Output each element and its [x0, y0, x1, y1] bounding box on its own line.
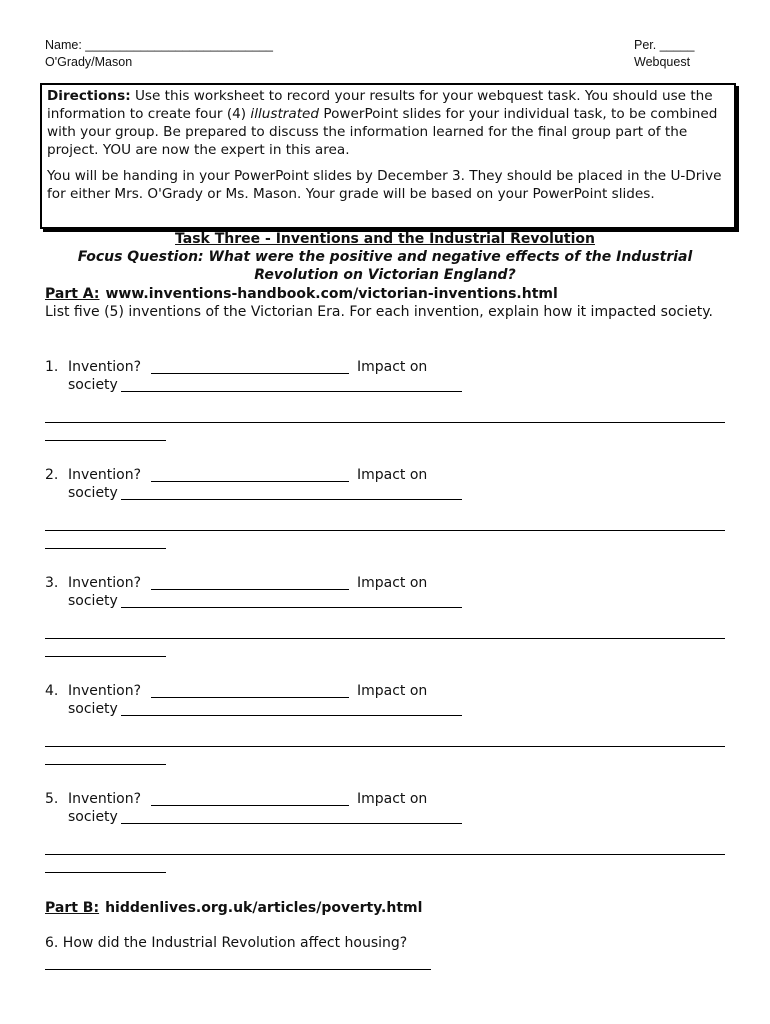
society-answer-line[interactable] — [121, 391, 462, 392]
answer-line[interactable] — [45, 746, 725, 747]
society-label: society — [68, 809, 118, 825]
impact-label: Impact on — [357, 791, 428, 807]
answer-line-continued[interactable] — [45, 656, 166, 657]
society-answer-line[interactable] — [121, 823, 462, 824]
society-label: society — [68, 485, 118, 501]
part-b-url: hiddenlives.org.uk/articles/poverty.html — [105, 900, 423, 916]
question-item — [45, 574, 725, 610]
task-title: Task Three - Inventions and the Industrial Revolution — [175, 231, 595, 247]
question-number: 2. — [45, 467, 59, 483]
answer-line-continued[interactable] — [45, 548, 166, 549]
part-a-heading — [45, 285, 558, 303]
invention-label: Invention? — [68, 683, 142, 699]
part-b-heading — [45, 899, 422, 917]
invention-label: Invention? — [68, 359, 142, 375]
part-b-label: Part B: — [45, 900, 100, 916]
directions-paragraph-2: You will be handing in your PowerPoint slides by December 3. They should be placed in the U-Drive for either Mrs. O'Grady or Ms. Mason. Your grade will be based on your PowerPoint slides. — [47, 168, 722, 202]
invention-answer-line[interactable] — [151, 589, 349, 590]
society-label: society — [68, 593, 118, 609]
question-item — [45, 790, 725, 826]
society-answer-line[interactable] — [121, 715, 462, 716]
part-a-label: Part A: — [45, 286, 100, 302]
invention-label: Invention? — [68, 791, 142, 807]
answer-line[interactable] — [45, 530, 725, 531]
impact-label: Impact on — [357, 683, 428, 699]
question-item — [45, 466, 725, 502]
invention-label: Invention? — [68, 575, 142, 591]
impact-label: Impact on — [357, 467, 428, 483]
part-a-instructions: List five (5) inventions of the Victorian Era. For each invention, explain how it impacted society. — [45, 304, 713, 320]
task-title-block — [45, 230, 725, 284]
answer-line[interactable] — [45, 854, 725, 855]
header-right — [634, 37, 694, 71]
society-answer-line[interactable] — [121, 607, 462, 608]
invention-answer-line[interactable] — [151, 697, 349, 698]
answer-line-continued[interactable] — [45, 764, 166, 765]
question-number: 3. — [45, 575, 59, 591]
question-6: 6. How did the Industrial Revolution affect housing? — [45, 935, 408, 951]
directions-text-before: Use this worksheet to record your results for your webquest task. You should use the information to create four (4) — [47, 88, 713, 122]
answer-line-continued[interactable] — [45, 872, 166, 873]
assignment-type-label: Webquest — [634, 55, 691, 69]
invention-label: Invention? — [68, 467, 142, 483]
question-number: 5. — [45, 791, 59, 807]
directions-label: Directions: — [47, 88, 131, 104]
question-item — [45, 358, 725, 394]
teachers-label: O'Grady/Mason — [45, 55, 133, 69]
answer-line[interactable] — [45, 422, 725, 423]
answer-line[interactable] — [45, 638, 725, 639]
impact-label: Impact on — [357, 359, 428, 375]
period-field-label: Per. _____ — [634, 38, 695, 52]
header-left — [45, 37, 273, 71]
society-label: society — [68, 377, 118, 393]
society-answer-line[interactable] — [121, 499, 462, 500]
directions-box — [40, 83, 736, 229]
name-field-label: Name: ___________________________ — [45, 38, 273, 52]
question-number: 1. — [45, 359, 59, 375]
impact-label: Impact on — [357, 575, 428, 591]
invention-answer-line[interactable] — [151, 805, 349, 806]
focus-question: Focus Question: What were the positive and negative effects of the Industrial Revolution on Victorian England? — [77, 249, 693, 283]
invention-answer-line[interactable] — [151, 373, 349, 374]
invention-answer-line[interactable] — [151, 481, 349, 482]
part-a-url: www.inventions-handbook.com/victorian-inventions.html — [105, 286, 558, 302]
directions-emphasis: illustrated — [250, 106, 320, 122]
question-number: 4. — [45, 683, 59, 699]
answer-line-continued[interactable] — [45, 440, 166, 441]
question-item — [45, 682, 725, 718]
directions-text-after: PowerPoint slides for your individual task, to be combined with your group. Be prepared to discuss the information learned for the final group part of the project. YOU are now the expert in this area. — [47, 106, 718, 158]
directions-paragraph-1 — [47, 87, 729, 159]
society-label: society — [68, 701, 118, 717]
question-6-answer-line[interactable] — [45, 969, 431, 970]
